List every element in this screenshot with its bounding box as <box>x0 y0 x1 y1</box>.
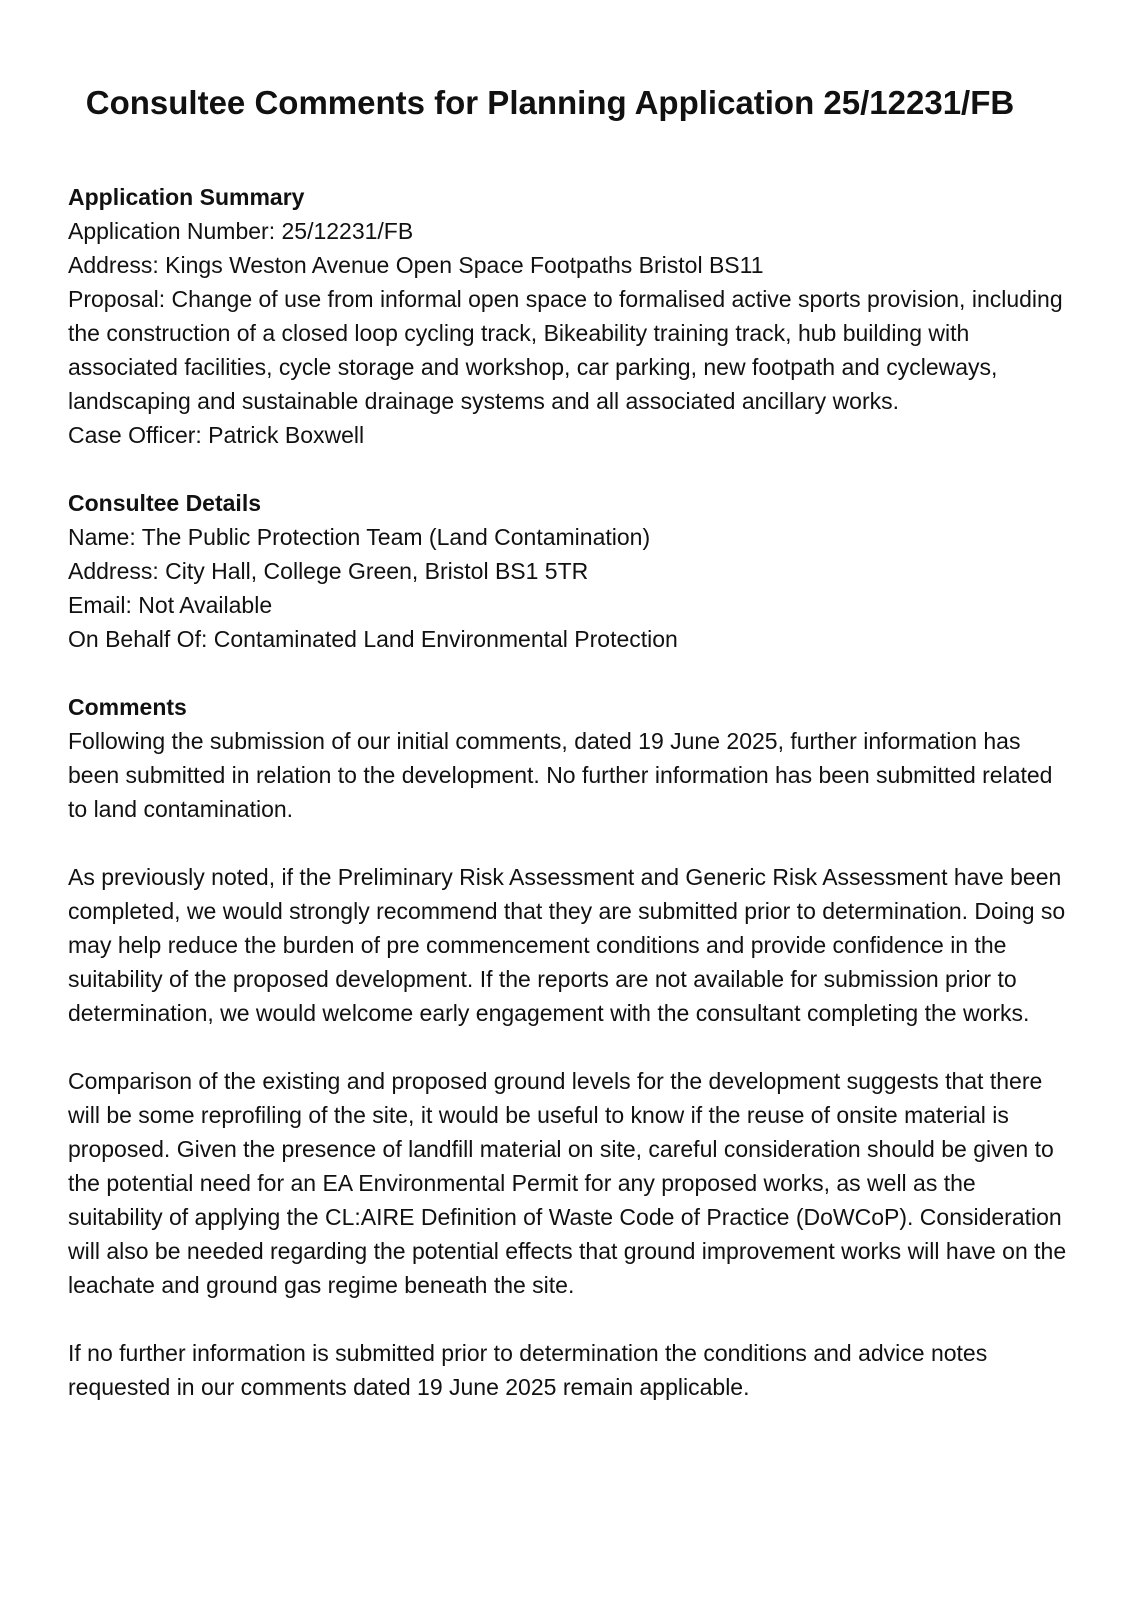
case-officer: Case Officer: Patrick Boxwell <box>68 422 365 448</box>
comment-line: Following the submission of our initial comments, dated 19 June 2025, further information has <box>68 728 1021 754</box>
application-proposal-line: landscaping and sustainable drainage systems and all associated ancillary works. <box>68 388 900 414</box>
comment-paragraph <box>68 1064 1070 1302</box>
consultee-on-behalf-of: On Behalf Of: Contaminated Land Environmental Protection <box>68 626 678 652</box>
comments-heading: Comments <box>68 694 187 720</box>
comment-line: Comparison of the existing and proposed ground levels for the development suggests that there <box>68 1068 1043 1094</box>
comment-line: If no further information is submitted prior to determination the conditions and advice notes <box>68 1340 988 1366</box>
comment-line: to land contamination. <box>68 796 294 822</box>
comment-line: proposed. Given the presence of landfill material on site, careful consideration should be given to <box>68 1136 1054 1162</box>
comment-line: determination, we would welcome early engagement with the consultant completing the works. <box>68 1000 1030 1026</box>
comment-line: suitability of applying the CL:AIRE Definition of Waste Code of Practice (DoWCoP). Consideration <box>68 1204 1062 1230</box>
comment-line: been submitted in relation to the development. No further information has been submitted related <box>68 762 1053 788</box>
consultee-details-section <box>68 486 1070 656</box>
consultee-name: Name: The Public Protection Team (Land Contamination) <box>68 524 651 550</box>
page-title: Consultee Comments for Planning Application 25/12231/FB <box>85 84 1015 121</box>
comment-line: leachate and ground gas regime beneath the site. <box>68 1272 575 1298</box>
application-address: Address: Kings Weston Avenue Open Space Footpaths Bristol BS11 <box>68 252 764 278</box>
comments-section <box>68 690 1070 1404</box>
comment-line: may help reduce the burden of pre commencement conditions and provide confidence in the <box>68 932 1007 958</box>
application-proposal-line: the construction of a closed loop cycling track, Bikeability training track, hub building with <box>68 320 970 346</box>
comment-line: As previously noted, if the Preliminary Risk Assessment and Generic Risk Assessment have been <box>68 864 1062 890</box>
consultee-details-heading: Consultee Details <box>68 490 261 516</box>
comment-line: the potential need for an EA Environmental Permit for any proposed works, as well as the <box>68 1170 976 1196</box>
application-summary-section <box>68 180 1070 452</box>
comment-line: suitability of the proposed development. If the reports are not available for submission prior to <box>68 966 1017 992</box>
application-proposal-line: Proposal: Change of use from informal open space to formalised active sports provision, including <box>68 286 1063 312</box>
comment-line: completed, we would strongly recommend that they are submitted prior to determination. Doing so <box>68 898 1066 924</box>
application-number: Application Number: 25/12231/FB <box>68 218 414 244</box>
comment-paragraph <box>68 1336 1070 1404</box>
comment-paragraph <box>68 860 1070 1030</box>
consultee-email: Email: Not Available <box>68 592 273 618</box>
consultee-address: Address: City Hall, College Green, Bristol BS1 5TR <box>68 558 589 584</box>
comment-line: will be some reprofiling of the site, it would be useful to know if the reuse of onsite material is <box>68 1102 1009 1128</box>
comment-paragraph <box>68 724 1070 826</box>
comment-line: will also be needed regarding the potential effects that ground improvement works will have on the <box>68 1238 1067 1264</box>
application-proposal-line: associated facilities, cycle storage and workshop, car parking, new footpath and cycleways, <box>68 354 998 380</box>
application-summary-heading: Application Summary <box>68 184 305 210</box>
comment-line: requested in our comments dated 19 June 2025 remain applicable. <box>68 1374 750 1400</box>
